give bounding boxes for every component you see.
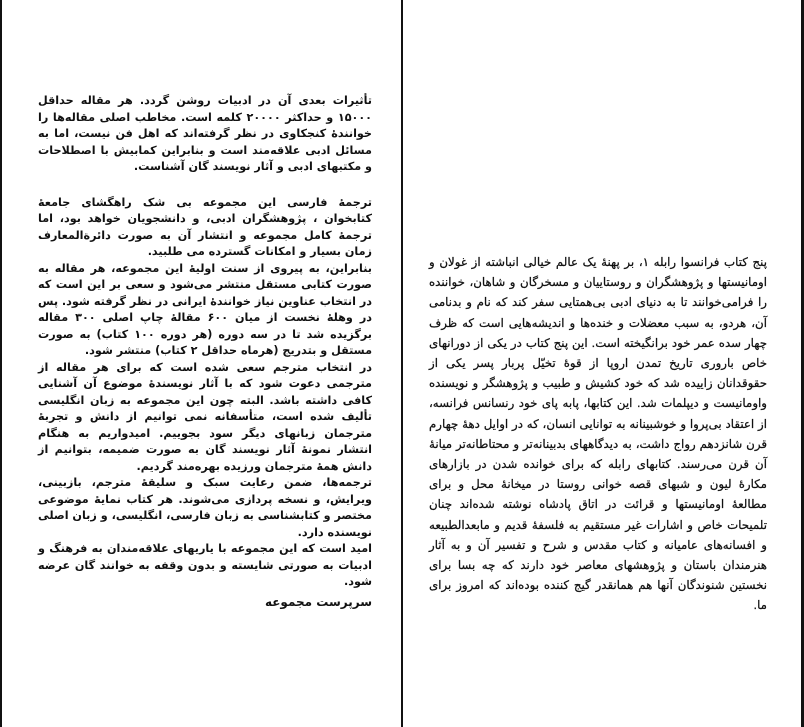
left-paragraph-1: تأثیرات بعدی آن در ادبیات روشن گردد. هر مقاله حداقل ۱۵۰۰۰ و حداکثر ۲۰۰۰۰ کلمه است. مخاطب اصلی مقاله‌ها را خوانندهٔ کنجکاوی در نظر گرفته‌اند که اهل فن نیست، اما به مسائل ادبی علاقه‌مند است و بنابراین کمابیش با اصطلاحات و مکتبهای ادبی و آثار نویسند گان آشناست. bbox=[38, 94, 373, 173]
editor-signature: سرپرست مجموعه bbox=[264, 595, 372, 609]
right-page-text bbox=[429, 252, 767, 616]
left-paragraph-5: ترجمه‌ها، ضمن رعایت سبک و سلیقهٔ مترجم، بازبینی، ویرایش، و نسخه پردازی می‌شوند. هر کتاب نمایهٔ موضوعی مختصر و کتابشناسی به زبان فارسی، انگلیسی، و زبان اصلی نویسنده دارد. bbox=[38, 476, 372, 539]
left-paragraph-6: امید است که این مجموعه با یاریهای علاقه‌مندان به فرهنگ و ادبیات به صورتی شایسته و بدون وقفه به خوانند گان عرضه شود. bbox=[38, 542, 372, 588]
right-paragraph-1: پنج کتاب فرانسوا رابله ۱، بر پهنهٔ یک عالم خیالی انباشته از غولان و اومانیستها و پژوهشگران و روستاییان و مسخرگان و شاهان، خواننده را فرامی‌خوانند تا به دنیای ادبی بی‌همتایی سفر کند که نام و بدنامی آن، هردو، به سبب معضلات و خنده‌ها و اندیشه‌هایی است که ظرف چهار سده عمر خود برانگیخته است. این پنج کتاب در یکی از دورانهای خاص باروری تاریخ تمدن اروپا از قوهٔ تخیّل پربار پسر یکی از حقوقدانان زاییده شد که خود کشیش و طبیب و پژوهشگر و نویسنده واومانیست و دیپلمات شد. این کتابها، پابه پای خود رنسانس فرانسه، از اعتقاد بی‌پروا و خوشبینانه به توانایی انسان، که در اوایل دههٔ چهارم قرن شانزدهم رواج داشت، به دیدگاههای بدبینانه‌تر و محتاطانه‌تر میانهٔ آن قرن می‌رسند. کتابهای رابله که برای خوانده شدن در بازارهای مکارهٔ لیون و شبهای قصه خوانی روستا در میخانهٔ محل و برای مطالعهٔ اومانیستها و قرائت در اتاق پادشاه نوشته شده‌اند چنان تلمیحات خاص و اشارات غیر مستقیم به فلسفهٔ قدیم و مابعدالطبیعه و افسانه‌های عامیانه و کتاب مقدس و شرح و تفسیر آن و به آثار هنرمندان باستان و پژوهشهای معاصر خود دارند که چه بسا برای نخستین شنوندگان آنها هم همانقدر گیج کننده بوده‌اند که امروز برای ما. bbox=[429, 255, 767, 613]
left-page bbox=[2, 0, 401, 727]
left-paragraph-3: بنابراین، به پیروی از سنت اولیهٔ این مجموعه، هر مقاله به صورت کتابی مستقل منتشر می‌شود و سعی بر این است که در انتخاب عناوین نیاز خوانندهٔ ایرانی در نظر گرفته شود. پس در وهلهٔ نخست از میان ۶۰۰ مقالهٔ چاپ اصلی ۳۰۰ مقاله برگزیده شد تا در سه دوره (هر دوره ۱۰۰ کتاب) به صورت مستقل و بتدریج (هرماه حداقل ۲ کتاب) منتشر شود. bbox=[38, 261, 373, 357]
left-paragraph-4: در انتخاب مترجم سعی شده است که برای هر مقاله از مترجمی دعوت شود که با آثار نویسندهٔ موضوع آن آشنایی کافی داشته باشد. البته چون این مجموعه به زبان انگلیسی تألیف شده است، متأسفانه نمی توانیم از دانش و تجربهٔ مترجمان زبانهای دیگر سود بجوییم. امیدواریم به هنگام انتشار نمونهٔ آثار نویسند گان به صورت ضمیمه، بتوانیم از دانش همهٔ مترجمان ورزیده بهره‌مند گردیم. bbox=[38, 360, 372, 473]
right-page bbox=[403, 0, 801, 727]
left-paragraph-2: ترجمهٔ فارسی این مجموعه بی شک راهگشای جامعهٔ کتابخوان ، پژوهشگران ادبی، و دانشجویان خواهد بود، اما ترجمهٔ کامل مجموعه و انتشار آن به صورت دائرةالمعارف زمان بسیار و امکانات گسترده می طلبید. bbox=[38, 195, 372, 258]
left-page-text bbox=[38, 93, 372, 591]
